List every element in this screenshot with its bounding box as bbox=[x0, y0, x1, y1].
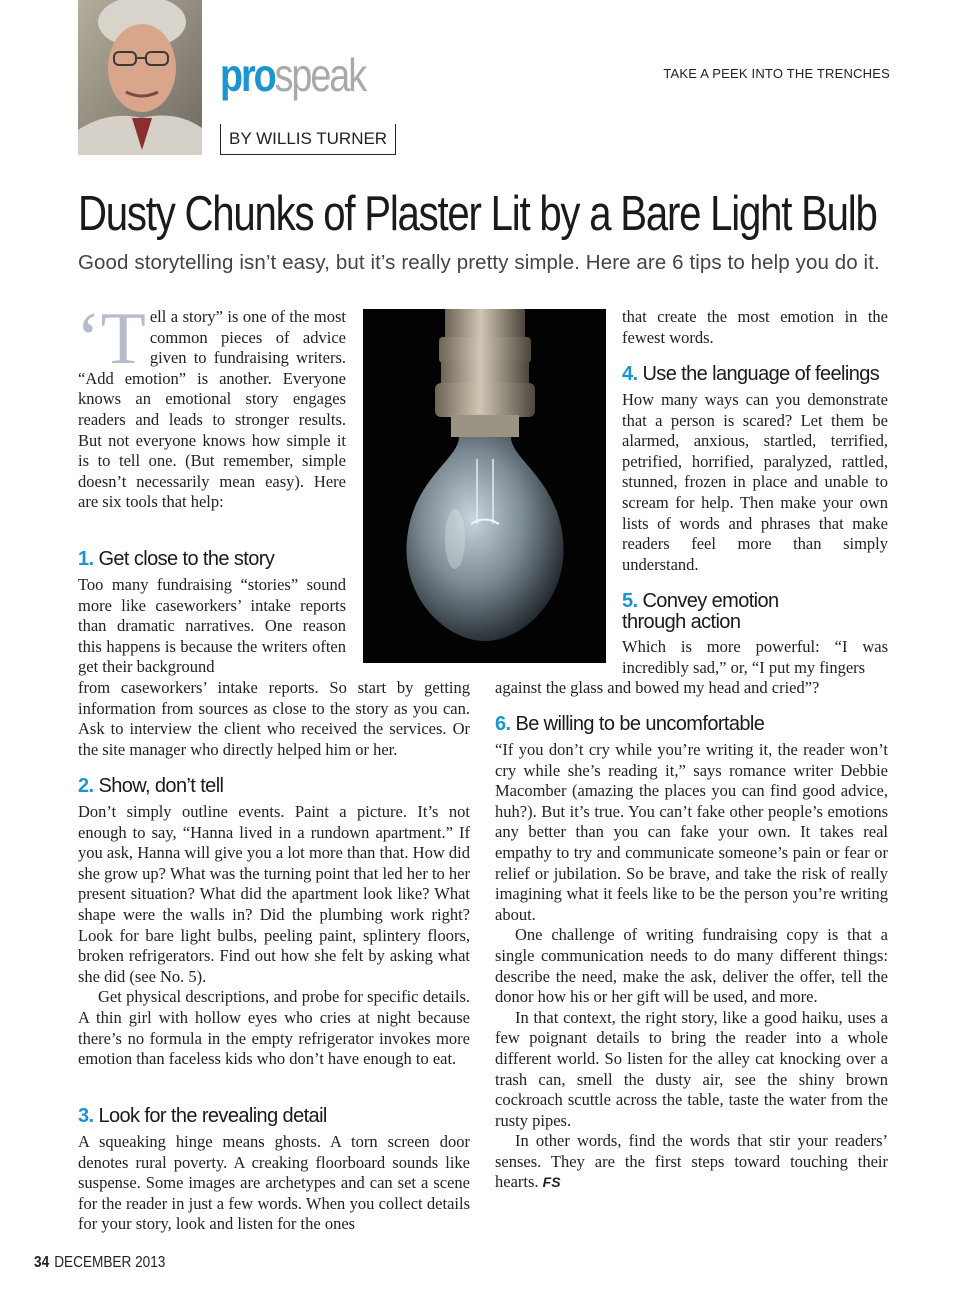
page-number: 34 bbox=[34, 1254, 50, 1271]
tip-6-heading bbox=[495, 714, 764, 735]
tip-1-title: Get close to the story bbox=[98, 548, 275, 570]
intro-paragraph bbox=[76, 298, 346, 513]
tip-6-body bbox=[495, 740, 888, 1193]
byline: BY WILLIS TURNER bbox=[220, 124, 396, 155]
section-logo bbox=[220, 49, 366, 101]
tip-5-text-b: against the glass and bowed my head and cried”? bbox=[495, 678, 820, 697]
tip-5-text-a: Which is more powerful: “I was incredibly sad,” or, “I put my fingers bbox=[622, 637, 888, 677]
tip-6-number: 6. bbox=[495, 713, 511, 735]
tip-6-paragraph-4-text: In other words, find the words that stir your readers’ senses. They are the first steps toward touching their hearts. bbox=[495, 1131, 888, 1192]
tip-4-title: Use the language of feelings bbox=[642, 363, 880, 385]
tip-3-heading bbox=[78, 1106, 327, 1127]
tip-3-title: Look for the revealing detail bbox=[98, 1105, 327, 1127]
tip-6-paragraph-1: “If you don’t cry while you’re writing it, the reader won’t cry while she’s reading it,” says romance writer Debbie Macomber (amazing the places you can find good advice, huh?). But it’s true. You can’t fake other people’s emotions any better than you can fake your own. It takes real empathy to try and communicate someone’s pain or fear or relief or jubilation. So be brave, and take the risk of really imagining what it feels like to be the person you’re writing about. bbox=[495, 740, 888, 924]
tip-1-text-a: Too many fundraising “stories” sound more like caseworkers’ intake reports than dramatic narratives. One reason this happens is because the writers often get their background bbox=[78, 575, 346, 677]
intro-text: ell a story” is one of the most common pieces of advice given to fundraising writers. “Add emotion” is another. Everyone knows an emotional story engages readers and leads to stronger results. But not everyone knows how simple it is to tell one. (But remember, simple doesn’t necessarily mean easy). Here are six tools that help: bbox=[78, 307, 346, 512]
issue-date: DECEMBER 2013 bbox=[54, 1254, 166, 1271]
tip-6-paragraph-3: In that context, the right story, like a good haiku, uses a few poignant details to bring the reader into a whole different world. So listen for the alley cat knocking over a trash can, smell the dusty air, see the shiny brown cockroach scuttle across the table, taste the water from the rusty pipes. bbox=[495, 1007, 888, 1130]
tip-5-heading bbox=[622, 591, 779, 633]
tip-3-text: A squeaking hinge means ghosts. A torn screen door denotes rural poverty. A creaking floorboard sounds like suspense. Some images are archetypes and can set a scene for the reader in just a few words. When you collect details for your story, look and listen for the ones bbox=[78, 1132, 470, 1234]
tip-5-title-line-1: Convey emotion bbox=[642, 590, 779, 612]
tip-4-heading bbox=[622, 364, 879, 385]
tip-2-heading bbox=[78, 776, 223, 797]
section-logo-speak: speak bbox=[274, 49, 366, 101]
light-bulb-image bbox=[363, 309, 606, 663]
tip-3-text-continued: that create the most emotion in the fewest words. bbox=[622, 307, 888, 347]
tip-1-text-b: from caseworkers’ intake reports. So start by getting information from sources as close to the story as you can. Ask to interview the client who received the services. Or the site manager who directly helped him or her. bbox=[78, 678, 470, 759]
author-portrait bbox=[78, 0, 202, 155]
article-deck: Good storytelling isn’t easy, but it’s really pretty simple. Here are 6 tips to help you do it. bbox=[78, 251, 880, 274]
tip-6-paragraph-4 bbox=[495, 1131, 888, 1193]
tip-1-number: 1. bbox=[78, 548, 94, 570]
tip-4-number: 4. bbox=[622, 363, 638, 385]
tip-4-text: How many ways can you demonstrate that a person is scared? Let them be alarmed, anxious, startled, terrified, petrified, horrified, paralyzed, rattled, stunned, frozen in place and unable to scream for help. Then make your own lists of words and phrases that make readers feel more than simply understand. bbox=[622, 390, 888, 574]
end-mark: FS bbox=[542, 1174, 561, 1191]
section-kicker: TAKE A PEEK INTO THE TRENCHES bbox=[663, 66, 890, 81]
tip-5-number: 5. bbox=[622, 590, 638, 612]
drop-cap: ‘T bbox=[76, 298, 146, 380]
tip-6-paragraph-2: One challenge of writing fundraising copy is that a single communication needs to do many different things: describe the need, make the ask, deliver the offer, tell the donor how his or her gift will be used, and more. bbox=[495, 925, 888, 1007]
page-folio bbox=[34, 1254, 165, 1272]
tip-6-title: Be willing to be uncomfortable bbox=[515, 713, 765, 735]
tip-2-paragraph-2: Get physical descriptions, and probe for specific details. A thin girl with hollow eyes who cries at night because there’s no formula in the empty refrigerator invokes more emotion than faceless kids who don’t have enough to eat. bbox=[78, 987, 470, 1069]
tip-2-title: Show, don’t tell bbox=[98, 775, 224, 797]
tip-2-body bbox=[78, 802, 470, 1070]
tip-1-heading bbox=[78, 549, 274, 570]
light-bulb-photo bbox=[363, 309, 606, 663]
tip-3-number: 3. bbox=[78, 1105, 94, 1127]
tip-5-title-line-2: through action bbox=[622, 611, 741, 633]
tip-2-paragraph-1: Don’t simply outline events. Paint a picture. It’s not enough to say, “Hanna lived in a rundown apartment.” If you ask, Hanna will give you a lot more than that. How did she grow up? What was the turning point that led her to her present situation? What did the apartment look like? What shape were the walls in? Did the plumbing work right? Look for bare light bulbs, peeling paint, splintery floors, broken refrigerators. Find out how she felt by asking what she did (see No. 5). bbox=[78, 802, 470, 986]
section-logo-pro: pro bbox=[220, 49, 275, 101]
author-photo-image bbox=[78, 0, 202, 155]
tip-2-number: 2. bbox=[78, 775, 94, 797]
article-title: Dusty Chunks of Plaster Lit by a Bare Light Bulb bbox=[78, 187, 877, 241]
